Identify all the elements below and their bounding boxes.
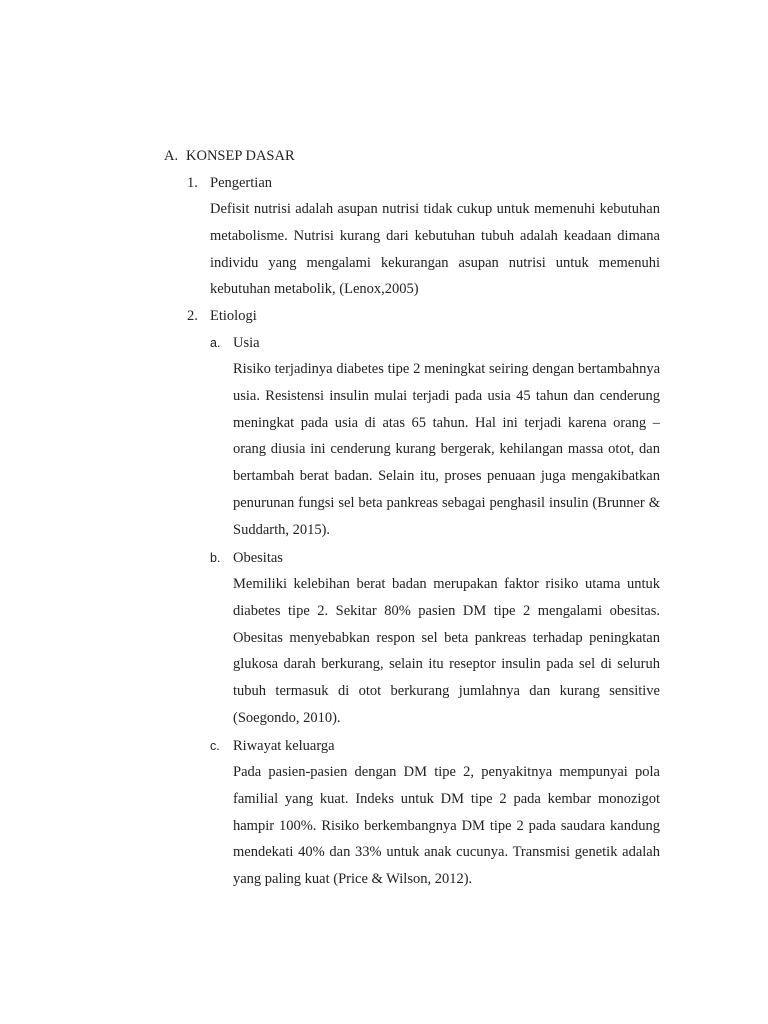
section-title: KONSEP DASAR <box>186 148 295 164</box>
section-letter: A. <box>164 148 179 164</box>
item1-paragraph: Defisit nutrisi adalah asupan nutrisi tidak cukup untuk memenuhi kebutuhan metabolisme. Nutrisi kurang dari kebutuhan tubuh adalah keadaan dimana individu yang mengalami kekurangan asupan nutrisi untuk memenuhi kebutuhan metabolik, (Lenox,2005) <box>210 201 660 298</box>
item2-number: 2. <box>187 308 198 324</box>
item1-title: Pengertian <box>210 175 273 191</box>
sub-b-paragraph: Memiliki kelebihan berat badan merupakan faktor risiko utama untuk diabetes tipe 2. Sekitar 80% pasien DM tipe 2 mengalami obesitas. Obesitas menyebabkan respon sel beta pankreas terhadap peningkatan glukosa darah berkurang, selain itu reseptor insulin pada sel di seluruh tubuh termasuk di otot berkurang jumlahnya dan kurang sensitive (Soegondo, 2010). <box>233 576 660 726</box>
item1-number: 1. <box>187 175 198 191</box>
sub-c-letter: c. <box>210 739 220 753</box>
sub-a-paragraph: Risiko terjadinya diabetes tipe 2 meningkat seiring dengan bertambahnya usia. Resistensi insulin mulai terjadi pada usia 45 tahun dan cenderung meningkat pada usia di atas 65 tahun. Hal ini terjadi karena orang – orang diusia ini cenderung kurang bergerak, kehilangan massa otot, dan bertambah berat badan. Selain itu, proses penuaan juga mengakibatkan penurunan fungsi sel beta pankreas sebagai penghasil insulin (Brunner & Suddarth, 2015). <box>233 361 660 538</box>
sub-c-paragraph: Pada pasien-pasien dengan DM tipe 2, penyakitnya mempunyai pola familial yang kuat. Indeks untuk DM tipe 2 pada kembar monozigot hampir 100%. Risiko berkembangnya DM tipe 2 pada saudara kandung mendekati 40% dan 33% untuk anak cucunya. Transmisi genetik adalah yang paling kuat (Price & Wilson, 2012). <box>233 764 660 888</box>
sub-a-title: Usia <box>233 335 260 351</box>
sub-c-title: Riwayat keluarga <box>233 738 335 754</box>
sub-a-letter: a. <box>210 336 221 350</box>
sub-b-letter: b. <box>210 551 221 565</box>
sub-b-title: Obesitas <box>233 550 283 566</box>
item2-title: Etiologi <box>210 308 257 324</box>
